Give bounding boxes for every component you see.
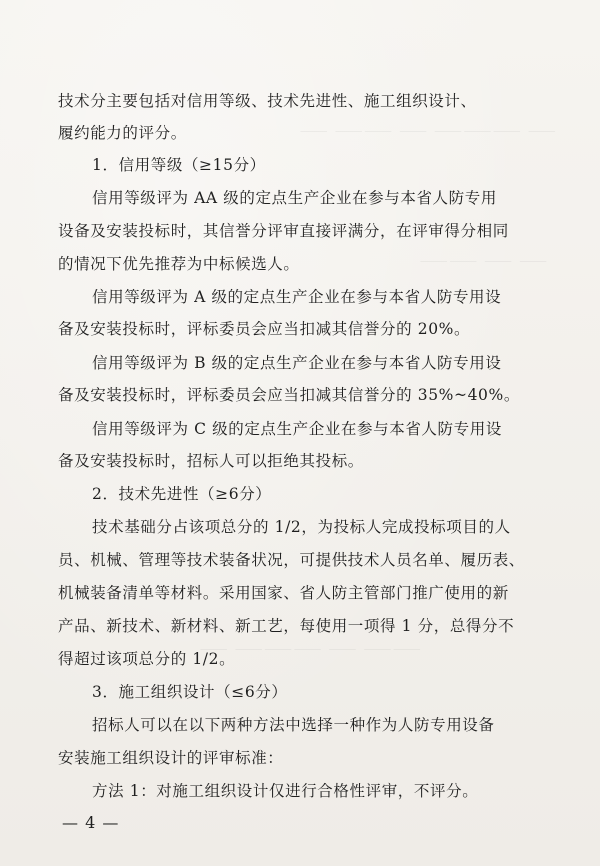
bleed-through: ⸻ ⸻⸻ ⸻ ⸻⸻⸻ ⸻ — [300, 124, 558, 137]
paragraph-line: 产品、新技术、新材料、新工艺，每使用一项得 1 分，总得分不 — [58, 617, 515, 635]
paragraph-line: 员、机械、管理等技术装备状况，可提供技术人员名单、履历表、 — [58, 551, 525, 569]
paragraph-line: 安装施工组织设计的评审标准： — [58, 749, 284, 767]
paragraph-line: 信用等级评为 C 级的定点生产企业在参与本省人防专用设 — [92, 420, 502, 438]
section-heading: 3．施工组织设计（≤6分） — [92, 683, 288, 701]
section-heading: 2．技术先进性（≥6分） — [92, 485, 272, 503]
paragraph-line: 备及安装投标时，招标人可以拒绝其投标。 — [58, 452, 364, 470]
paragraph-line: 技术基础分占该项总分的 1/2，为投标人完成投标项目的人 — [92, 518, 511, 536]
paragraph-line: 技术分主要包括对信用等级、技术先进性、施工组织设计、 — [58, 92, 477, 110]
paragraph-line: 履约能力的评分。 — [58, 124, 187, 142]
paragraph-line: 机械装备清单等材料。采用国家、省人防主管部门推广使用的新 — [58, 584, 509, 602]
paragraph-line: 方法 1：对施工组织设计仅进行合格性评审，不评分。 — [92, 782, 479, 800]
bleed-through: ⸻ ⸻⸻⸻ ⸻ ⸻⸻ — [200, 642, 423, 655]
paragraph-line: 信用等级评为 B 级的定点生产企业在参与本省人防专用设 — [92, 354, 502, 372]
paragraph-line: 信用等级评为 A 级的定点生产企业在参与本省人防专用设 — [92, 288, 502, 306]
paragraph-line: 备及安装投标时，评标委员会应当扣减其信誉分的 35%~40%。 — [58, 386, 520, 404]
paragraph-line: 设备及安装投标时，其信誉分评审直接评满分，在评审得分相同 — [58, 222, 509, 240]
bleed-through: ⸻⸻ ⸻ ⸻ — [420, 254, 549, 267]
paragraph-line: 得超过该项总分的 1/2。 — [58, 650, 236, 668]
page-number: — 4 — — [62, 813, 120, 832]
section-heading: 1．信用等级（≥15分） — [92, 156, 266, 174]
paragraph-line: 信用等级评为 AA 级的定点生产企业在参与本省人防专用 — [92, 189, 497, 207]
paragraph-line: 招标人可以在以下两种方法中选择一种作为人防专用设备 — [92, 716, 495, 734]
paragraph-line: 备及安装投标时，评标委员会应当扣减其信誉分的 20%。 — [58, 320, 471, 338]
paragraph-line: 的情况下优先推荐为中标候选人。 — [58, 255, 300, 273]
